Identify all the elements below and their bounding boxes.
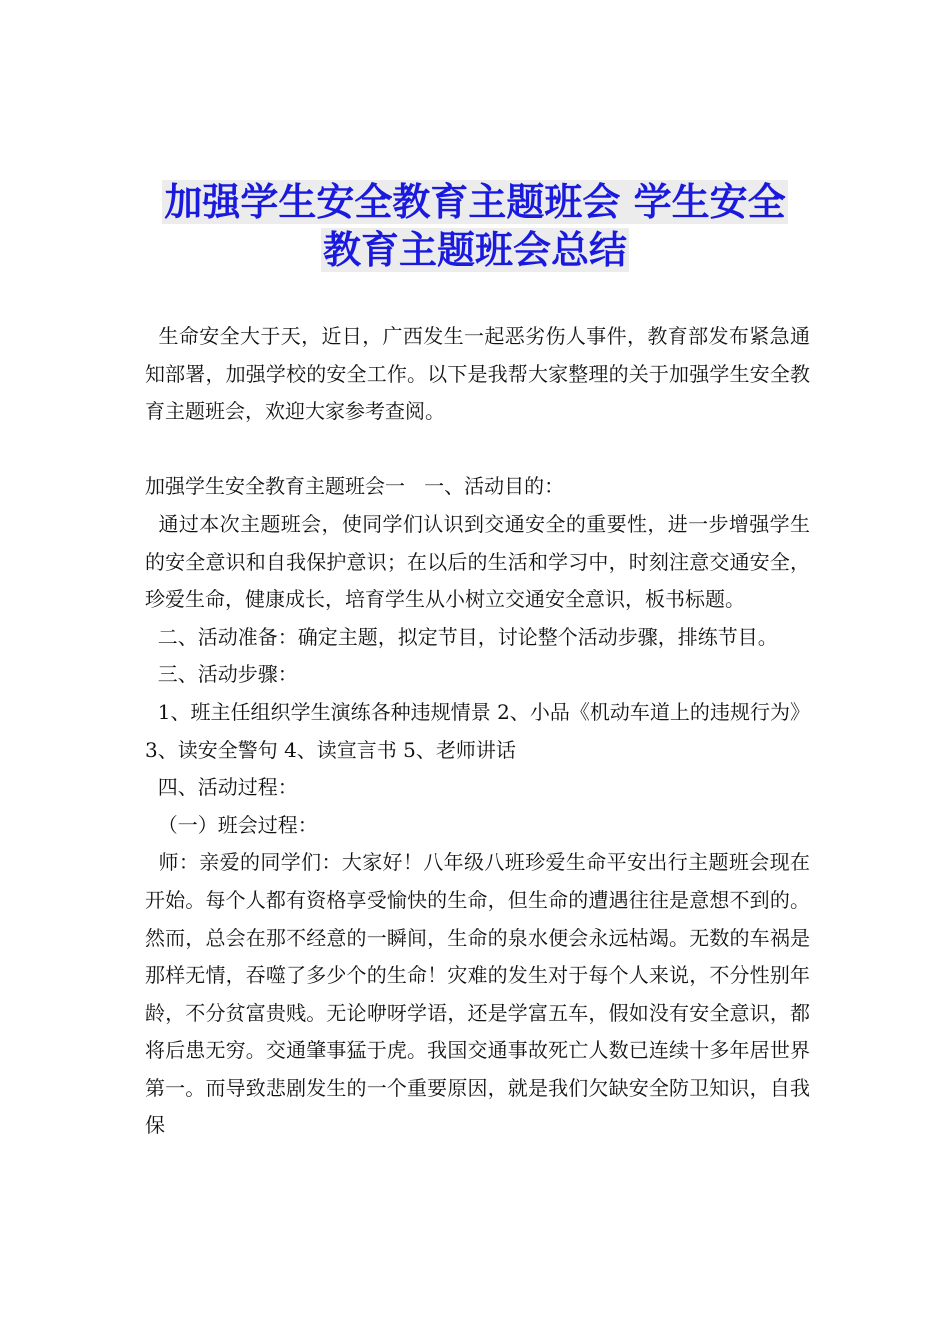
- process-subheading: （一）班会过程：: [145, 812, 318, 837]
- preparation-paragraph: 二、活动准备：确定主题，拟定节目，讨论整个活动步骤，排练节目。: [145, 624, 778, 649]
- paragraph-gap: [145, 431, 810, 469]
- title-line-2-text: 教育主题班会总结: [322, 228, 627, 272]
- steps-heading: 三、活动步骤：: [145, 662, 298, 687]
- intro-paragraph: 生命安全大于天，近日，广西发生一起恶劣伤人事件，教育部发布紧急通知部署，加强学校的安全工作。以下是我帮大家整理的关于加强学生安全教育主题班会，欢迎大家参考查阅。: [145, 324, 811, 424]
- process-heading: 四、活动过程：: [145, 775, 298, 800]
- section-heading-1: 加强学生安全教育主题班会一 一、活动目的：: [145, 474, 565, 499]
- teacher-speech-paragraph: 师：亲爱的同学们：大家好！八年级八班珍爱生命平安出行主题班会现在开始。每个人都有资格享受愉快的生命，但生命的遭遇往往是意想不到的。然而，总会在那不经意的一瞬间，生命的泉水便会永远枯竭。无数的车祸是那样无情，吞噬了多少个的生命！灾难的发生对于每个人来说，不分性别年龄，不分贫富贵贱。无论咿呀学语，还是学富五车，假如没有安全意识，都将后患无穷。交通肇事猛于虎。我国交通事故死亡人数已连续十多年居世界第一。而导致悲剧发生的一个重要原因，就是我们欠缺安全防卫知识，自我保: [145, 850, 811, 1138]
- title-line-1-text: 加强学生安全教育主题班会 学生安全: [164, 180, 786, 224]
- document-body: [145, 318, 810, 1145]
- steps-paragraph: 1、班主任组织学生演练各种违规情景 2、小品《机动车道上的违规行为》3、读安全警句 4、读宣言书 5、老师讲话: [145, 699, 810, 762]
- document-title-line-2: [120, 224, 830, 276]
- document-title-line-1: [120, 176, 830, 228]
- purpose-paragraph: 通过本次主题班会，使同学们认识到交通安全的重要性，进一步增强学生的安全意识和自我保护意识；在以后的生活和学习中，时刻注意交通安全，珍爱生命，健康成长，培育学生从小树立交通安全意识，板书标题。: [145, 511, 811, 612]
